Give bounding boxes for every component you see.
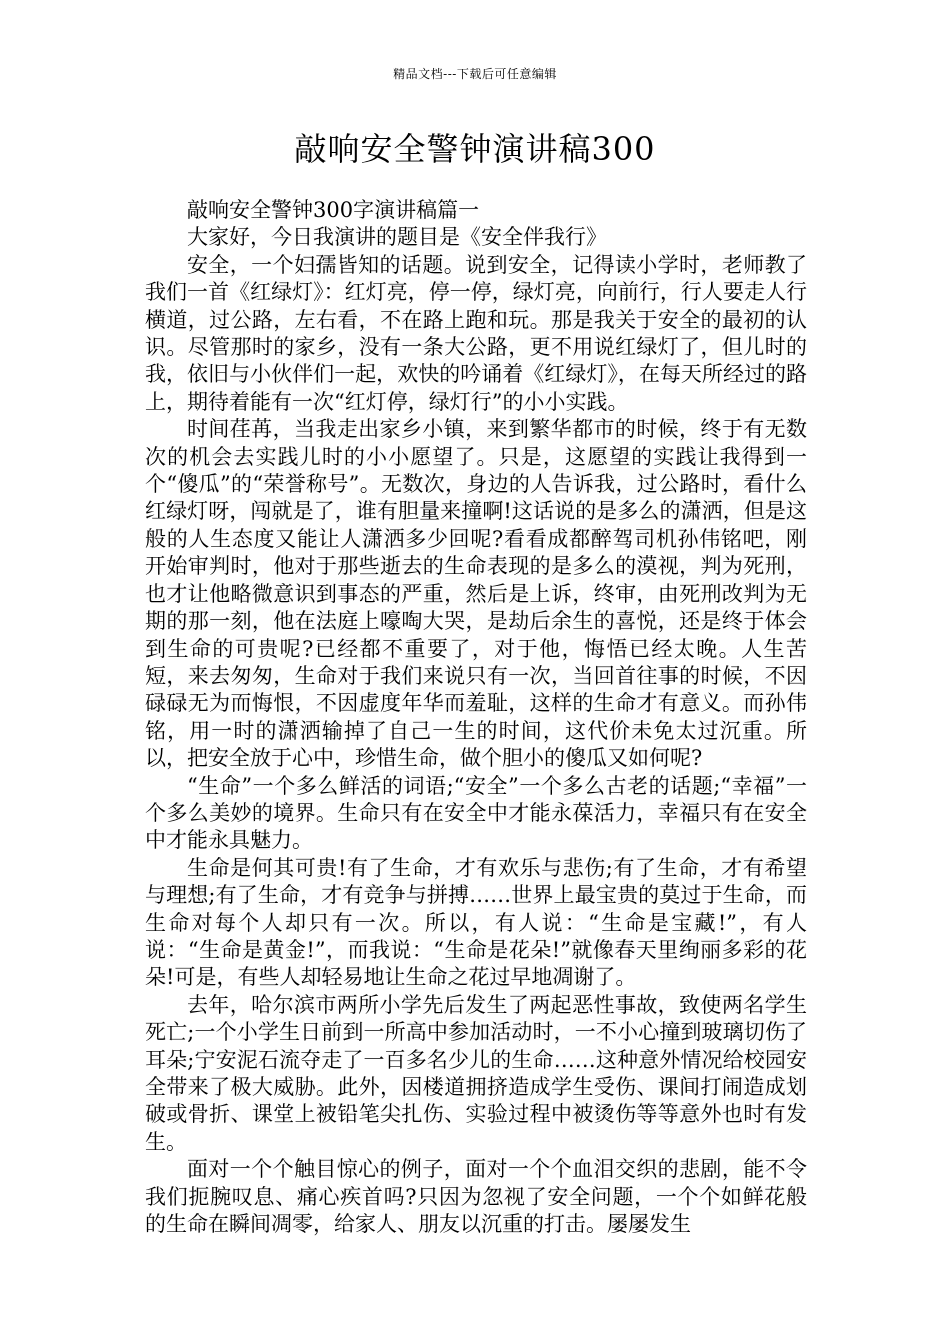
body-paragraph: 去年，哈尔滨市两所小学先后发生了两起恶性事故，致使两名学生死亡;一个小学生日前到一所高中参加活动时，一不小心撞到玻璃切伤了耳朵;宁安泥石流夺走了一百多名少儿的生命……这种意外情况给校园安全带来了极大威胁。此外，因楼道拥挤造成学生受伤、课间打闹造成划破或骨折、课堂上被铅笔尖扎伤、实验过程中被烫伤等等意外也时有发生。 [145,992,807,1154]
body-paragraph: 生命是何其可贵!有了生命，才有欢乐与悲伤;有了生命，才有希望与理想;有了生命，才有竞争与拼搏……世界上最宝贵的莫过于生命，而生命对每个人却只有一次。所以，有人说：“生命是宝藏!”，有人说：“生命是黄金!”，而我说：“生命是花朵!”就像春天里绚丽多彩的花朵!可是，有些人却轻易地让生命之花过早地凋谢了。 [145,855,807,990]
body-paragraph: 面对一个个触目惊心的例子，面对一个个血泪交织的悲剧，能不令我们扼腕叹息、痛心疾首吗?只因为忽视了安全问题，一个个如鲜花般的生命在瞬间凋零，给家人、朋友以沉重的打击。屡屡发生 [145,1157,807,1237]
subtitle-paragraph: 敲响安全警钟300字演讲稿篇一 [187,198,480,222]
header-watermark: 精品文档---下载后可任意编辑 [393,67,557,81]
page-title: 敲响安全警钟演讲稿300 [294,130,656,168]
document-body [145,197,807,1238]
body-paragraph: 时间荏苒，当我走出家乡小镇，来到繁华都市的时候，终于有无数次的机会去实践儿时的小小愿望了。只是，这愿望的实践让我得到一个“傻瓜”的“荣誉称号”。无数次，身边的人告诉我，过公路时，看什么红绿灯呀，闯就是了，谁有胆量来撞啊!这话说的是多么的潇洒，但是这般的人生态度又能让人潇洒多少回呢?看看成都醉驾司机孙伟铭吧，刚开始审判时，他对于那些逝去的生命表现的是多么的漠视，判为死刑，也才让他略微意识到事态的严重，然后是上诉，终审，由死刑改判为无期的那一刻，他在法庭上嚎啕大哭，是劫后余生的喜悦，还是终于体会到生命的可贵呢?已经都不重要了，对于他，悔悟已经太晚。人生苦短，来去匆匆，生命对于我们来说只有一次，当回首往事的时候，不因碌碌无为而悔恨，不因虚度年华而羞耻，这样的生命才有意义。而孙伟铭，用一时的潇洒输掉了自己一生的时间，这代价未免太过沉重。所以，把安全放于心中，珍惜生命，做个胆小的傻瓜又如何呢? [145,417,807,771]
body-paragraph: “生命”一个多么鲜活的词语;“安全”一个多么古老的话题;“幸福”一个多么美妙的境界。生命只有在安全中才能永葆活力，幸福只有在安全中才能永具魅力。 [145,773,807,853]
body-paragraph: 大家好，今日我演讲的题目是《安全伴我行》 [187,225,607,250]
body-paragraph: 安全，一个妇孺皆知的话题。说到安全，记得读小学时，老师教了我们一首《红绿灯》：红灯亮，停一停，绿灯亮，向前行，行人要走人行横道，过公路，左右看，不在路上跑和玩。那是我关于安全的最初的认识。尽管那时的家乡，没有一条大公路，更不用说红绿灯了，但儿时的我，依旧与小伙伴们一起，欢快的吟诵着《红绿灯》，在每天所经过的路上，期待着能有一次“红灯停，绿灯行”的小小实践。 [145,252,807,414]
